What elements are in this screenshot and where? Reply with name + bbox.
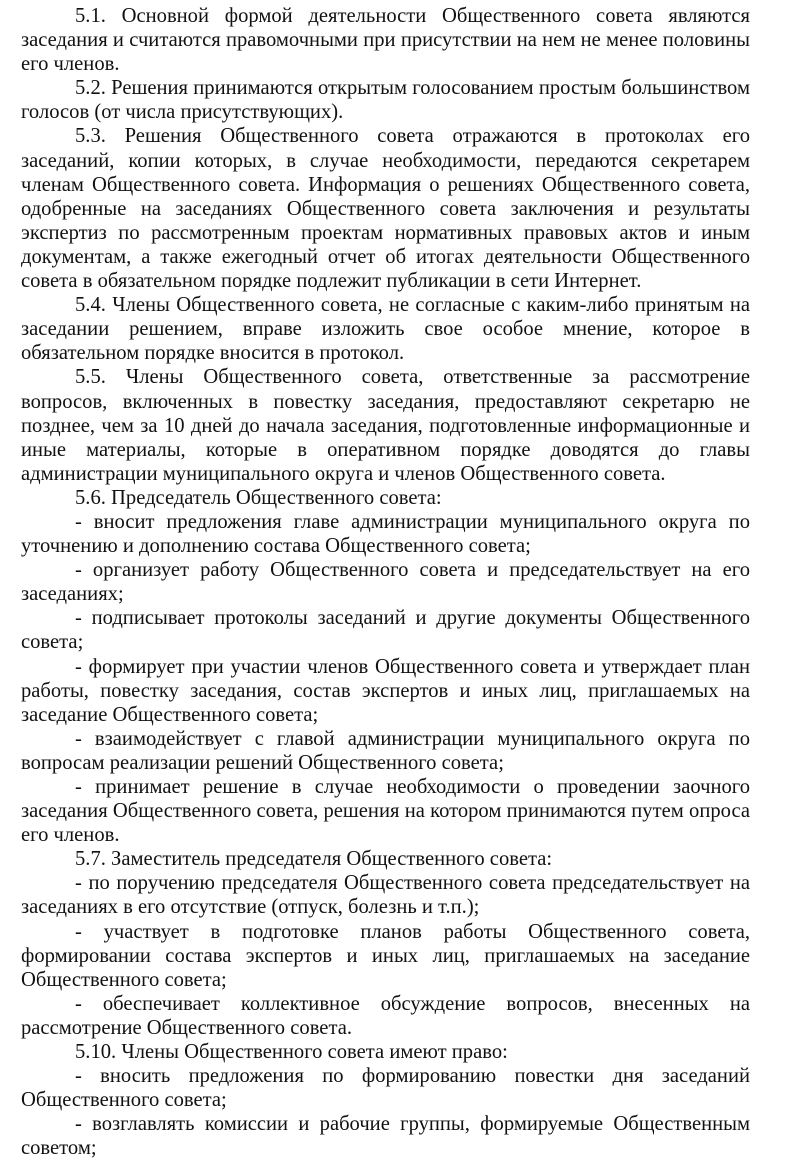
chair-duty-item: - формирует при участии членов Общественного совета и утверждает план работы, повестку заседания, состав экспертов и иных лиц, приглашаемых на заседание Общественного совета; bbox=[21, 655, 750, 726]
chair-duty-item: - подписывает протоколы заседаний и другие документы Общественного совета; bbox=[21, 607, 750, 654]
clause-5-1: 5.1. Основной формой деятельности Общественного совета являются заседания и считаются правомочными при присутствии на нем не менее половины его членов. bbox=[21, 5, 750, 76]
clause-5-10-heading: 5.10. Члены Общественного совета имеют право: bbox=[75, 1041, 508, 1064]
document-page bbox=[21, 4, 750, 1161]
clause-5-4: 5.4. Члены Общественного совета, не согласные с каким-либо принятым на заседании решением, вправе изложить свое особое мнение, которое в обязательном порядке вносится в протокол. bbox=[21, 294, 750, 365]
chair-duty-item: - вносит предложения главе администрации муниципального округа по уточнению и дополнению состава Общественного совета; bbox=[21, 510, 750, 558]
chair-duty-item: - организует работу Общественного совета и председательствует на его заседаниях; bbox=[21, 559, 750, 606]
member-right-item: - возглавлять комиссии и рабочие группы, формируемые Общественным советом; bbox=[21, 1113, 750, 1160]
clause-5-3: 5.3. Решения Общественного совета отражаются в протоколах его заседаний, копии которых, в случае необходимости, передаются секретарем членам Общественного совета. Информация о решениях Общественного совета, одобренные на заседаниях Общественного совета заключения и результаты экспертиз по рассмотренным проектам нормативных правовых актов и иным документам, а также ежегодный отчет об итогах деятельности Общественного совета в обязательном порядке подлежит публикации в сети Интернет. bbox=[21, 125, 750, 293]
deputy-duty-item: - участвует в подготовке планов работы Общественного совета, формировании состава экспертов и иных лиц, приглашаемых на заседание Общественного совета; bbox=[21, 920, 750, 991]
clause-5-7-heading: 5.7. Заместитель председателя Общественного совета: bbox=[75, 848, 553, 871]
deputy-duty-item: - по поручению председателя Общественного совета председательствует на заседаниях в его отсутствие (отпуск, болезнь и т.п.); bbox=[21, 872, 750, 919]
chair-duty-item: - взаимодействует с главой администрации муниципального округа по вопросам реализации решений Общественного совета; bbox=[21, 727, 750, 774]
clause-5-2: 5.2. Решения принимаются открытым голосованием простым большинством голосов (от числа присутствующих). bbox=[21, 77, 750, 124]
clause-5-5: 5.5. Члены Общественного совета, ответственные за рассмотрение вопросов, включенных в повестку заседания, предоставляют секретарю не позднее, чем за 10 дней до начала заседания, подготовленные информационные и иные материалы, которые в оперативном порядке доводятся до главы администрации муниципального округа и членов Общественного совета. bbox=[21, 366, 750, 485]
deputy-duty-item: - обеспечивает коллективное обсуждение вопросов, внесенных на рассмотрение Общественного совета. bbox=[21, 992, 750, 1039]
chair-duty-item: - принимает решение в случае необходимости о проведении заочного заседания Общественного совета, решения на котором принимаются путем опроса его членов. bbox=[21, 776, 750, 847]
clause-5-6-heading: 5.6. Председатель Общественного совета: bbox=[75, 486, 442, 509]
member-right-item: - вносить предложения по формированию повестки дня заседаний Общественного совета; bbox=[21, 1065, 750, 1112]
